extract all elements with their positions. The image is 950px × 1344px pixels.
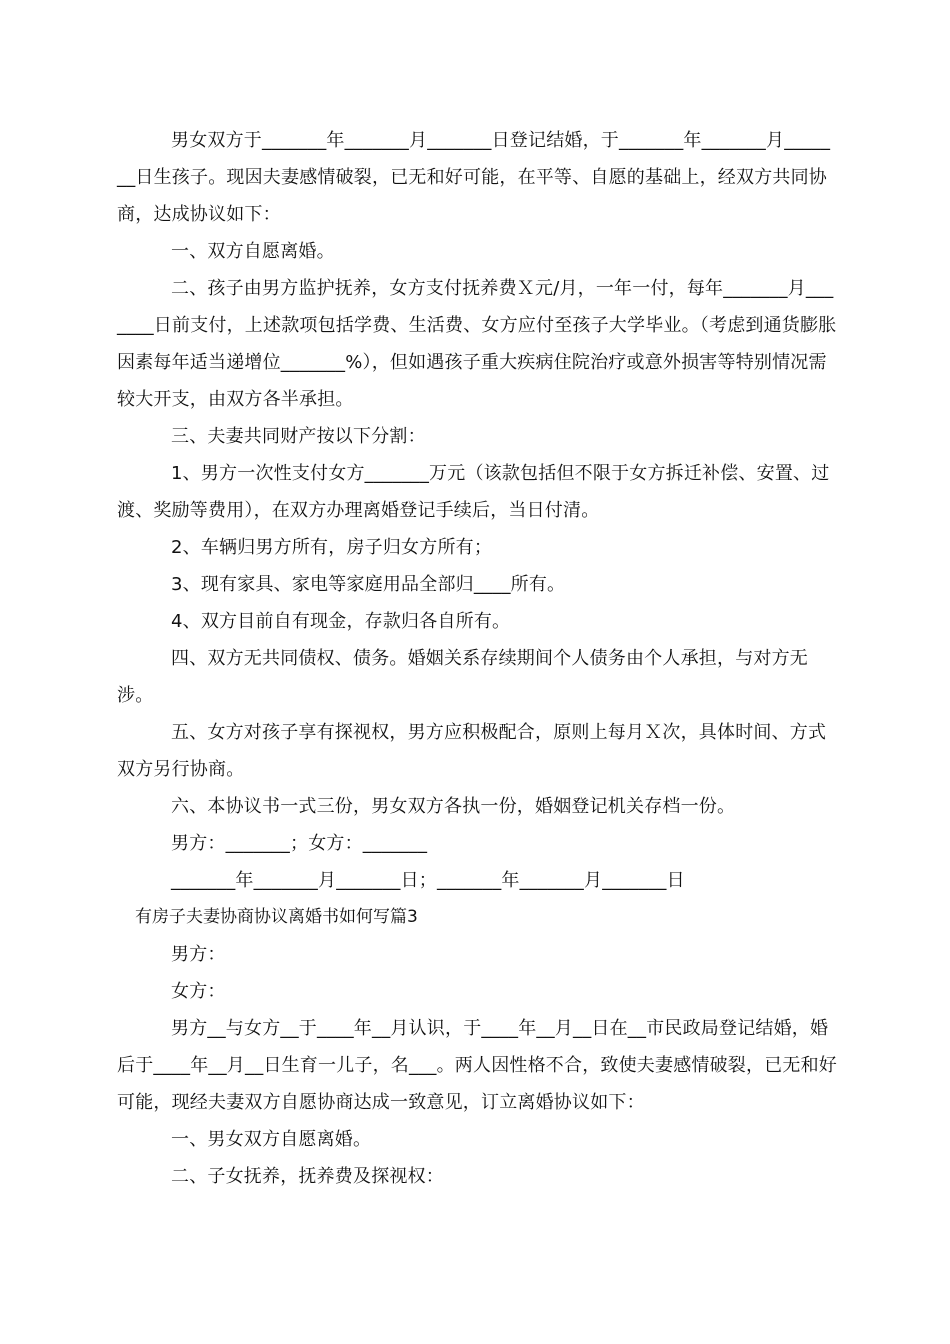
paragraph-intro-2: 男方__与女方__于____年__月认识，于____年__月__日在__市民政局登记结婚，婚后于____年__月__日生育一儿子，名___。两人因性格不合，致使夫妻感情破裂，已无和好可能，现经夫妻双方自愿协商达成一致意见，订立离婚协议如下： <box>117 1018 837 1113</box>
paragraph-clause-3-2: 2、车辆归男方所有，房子归女方所有； <box>171 537 493 558</box>
paragraph-clause-5: 五、女方对孩子享有探视权，男方应积极配合，原则上每月Ｘ次，具体时间、方式双方另行协商。 <box>117 722 827 780</box>
paragraph-clause-6: 六、本协议书一式三份，男女双方各执一份，婚姻登记机关存档一份。 <box>171 796 736 817</box>
paragraph-clause-2-2: 二、子女抚养，抚养费及探视权： <box>171 1166 444 1187</box>
paragraph-intro: 男女双方于_______年_______月_______日登记结婚，于_______年_______月_______日生孩子。现因夫妻感情破裂，已无和好可能，在平等、自愿的基础上，经双方共同协商，达成协议如下： <box>117 130 831 225</box>
paragraph-clause-4: 四、双方无共同债权、债务。婚姻关系存续期间个人债务由个人承担，与对方无涉。 <box>117 648 808 706</box>
paragraph-clause-3-3: 3、现有家具、家电等家庭用品全部归____所有。 <box>171 574 566 595</box>
paragraph-clause-2: 二、孩子由男方监护抚养，女方支付抚养费Ｘ元/月，一年一付，每年_______月_______日前支付，上述款项包括学费、生活费、女方应付至孩子大学毕业。（考虑到通货膨胀因素每年适当递增位_______%），但如遇孩子重大疾病住院治疗或意外损害等特别情况需较大开支，由双方各半承担。 <box>117 278 837 410</box>
date-line: _______年_______月_______日；_______年_______月_______日 <box>171 870 685 891</box>
signature-line: 男方：_______；女方：_______ <box>171 833 428 854</box>
paragraph-clause-3-4: 4、双方目前自有现金，存款归各自所有。 <box>171 611 511 632</box>
party-female: 女方： <box>171 981 226 1002</box>
paragraph-clause-2-1: 一、男女双方自愿离婚。 <box>171 1129 372 1150</box>
party-male: 男方： <box>171 944 226 965</box>
section-title: 有房子夫妻协商协议离婚书如何写篇3 <box>135 907 418 927</box>
paragraph-clause-1: 一、双方自愿离婚。 <box>171 241 335 262</box>
paragraph-clause-3: 三、夫妻共同财产按以下分割： <box>171 426 426 447</box>
paragraph-clause-3-1: 1、男方一次性支付女方_______万元（该款包括但不限于女方拆迁补偿、安置、过渡、奖励等费用），在双方办理离婚登记手续后，当日付清。 <box>117 463 830 521</box>
